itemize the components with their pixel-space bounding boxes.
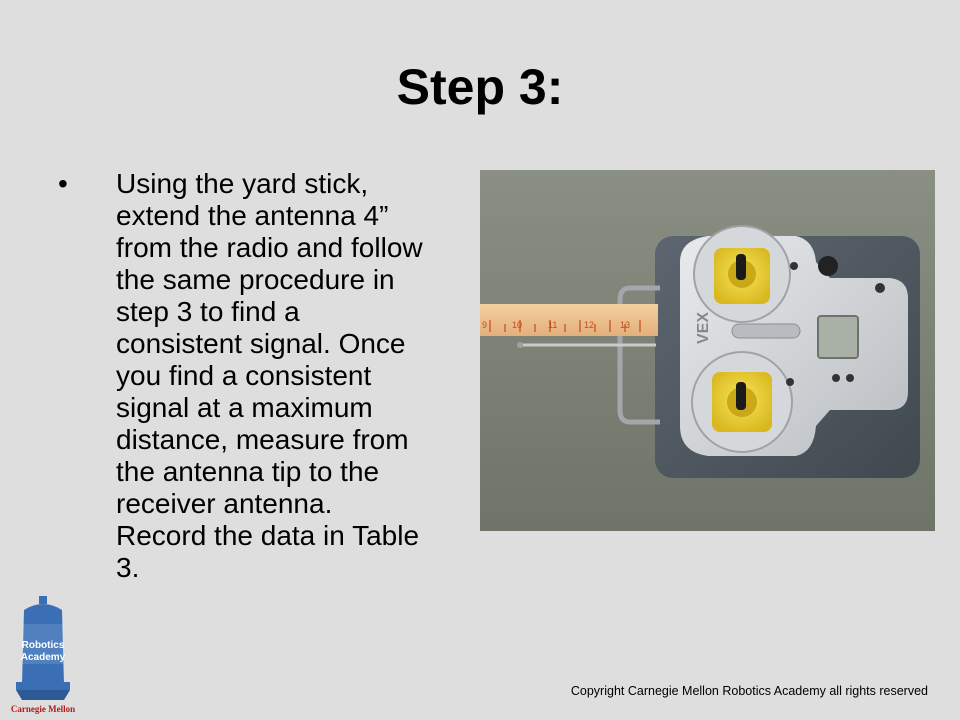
svg-text:13: 13 — [620, 320, 631, 330]
transmitter-photo — [480, 170, 935, 531]
power-knob — [818, 256, 838, 276]
bullet-point — [58, 168, 468, 584]
bullet-line: you find a consistent — [116, 360, 372, 391]
svg-text:12: 12 — [584, 320, 595, 330]
bullet-text — [116, 168, 468, 584]
bullet-line: distance, measure from — [116, 424, 409, 455]
svg-text:9: 9 — [482, 320, 488, 330]
bullet-line: step 3 to find a — [116, 296, 300, 327]
bullet-line: the same procedure in — [116, 264, 395, 295]
bottom-joystick — [736, 382, 746, 410]
slide-title: Step 3: — [396, 59, 564, 115]
lcd-screen — [818, 316, 858, 358]
bell-logo-icon — [8, 596, 78, 714]
logo-wordmark: Carnegie Mellon — [10, 704, 76, 714]
transmitter-illustration — [480, 170, 935, 531]
logo-line1: Robotics — [21, 640, 65, 651]
bullet-line: signal at a maximum — [116, 392, 373, 423]
bullet-line: receiver antenna. — [116, 488, 333, 519]
bullet-dot: • — [58, 168, 68, 199]
bullet-line: Record the data in Table — [116, 520, 420, 551]
svg-text:10: 10 — [512, 320, 523, 330]
bullet-line: 3. — [116, 552, 140, 583]
svg-text:11: 11 — [548, 320, 558, 330]
bullet-line: extend the antenna 4” — [116, 200, 389, 231]
logo-line2: Academy — [20, 652, 66, 663]
vex-label: VEX — [695, 311, 712, 344]
robotics-academy-logo — [8, 596, 78, 714]
bullet-line: the antenna tip to the — [116, 456, 380, 487]
top-joystick — [736, 254, 746, 280]
bullet-line: Using the yard stick, — [116, 168, 369, 199]
bullet-line: consistent signal. Once — [116, 328, 406, 359]
bullet-line: from the radio and follow — [116, 232, 423, 263]
copyright-text: Copyright Carnegie Mellon Robotics Academy all rights reserved — [570, 684, 928, 698]
yard-stick — [480, 304, 658, 336]
